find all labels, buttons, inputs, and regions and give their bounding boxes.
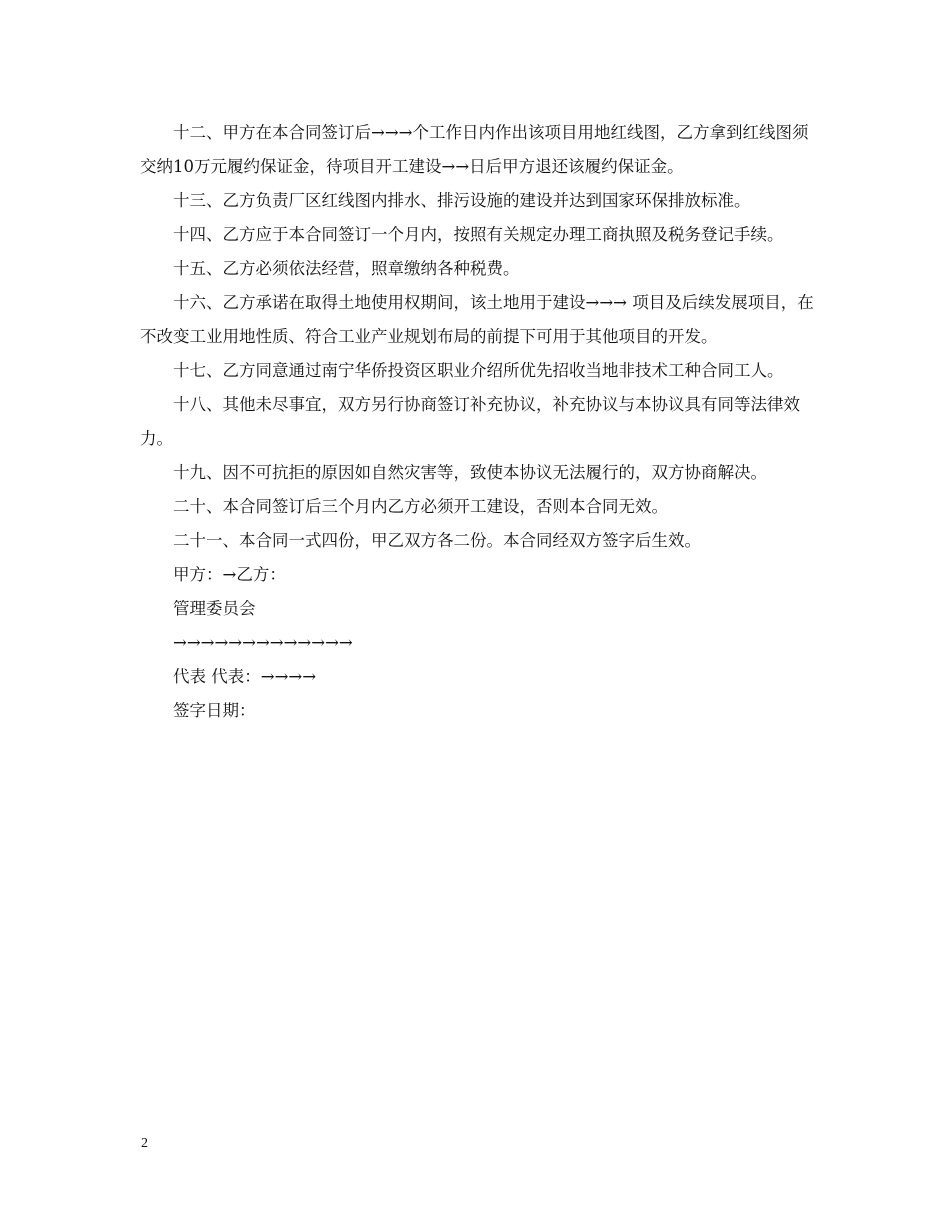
clause-14: 十四、乙方应于本合同签订一个月内，按照有关规定办理工商执照及税务登记手续。 — [173, 225, 784, 244]
clause-13: 十三、乙方负责厂区红线图内排水、排污设施的建设并达到国家环保排放标准。 — [173, 191, 751, 210]
clause-18: 十八、其他未尽事宜，双方另行协商签订补充协议，补充协议与本协议具有同等法律效力。 — [140, 395, 800, 448]
clause-12: 十二、甲方在本合同签订后→→→个工作日内作出该项目用地红线图，乙方拿到红线图须交纳10万元履约保证金，待项目开工建设→→日后甲方退还该履约保证金。 — [140, 123, 809, 176]
signature-arrows: →→→→→→→→→→→→→ — [173, 633, 353, 652]
clause-21: 二十一、本合同一式四份，甲乙双方各二份。本合同经双方签字后生效。 — [173, 531, 701, 550]
clause-17: 十七、乙方同意通过南宁华侨投资区职业介绍所优先招收当地非技术工种合同工人。 — [173, 361, 784, 380]
clause-19: 十九、因不可抗拒的原因如自然灾害等，致使本协议无法履行的，双方协商解决。 — [173, 463, 767, 482]
signature-committee: 管理委员会 — [173, 599, 256, 618]
signature-parties: 甲方：→乙方： — [173, 565, 286, 584]
signature-date: 签字日期： — [173, 701, 256, 720]
page-number: 2 — [141, 1136, 148, 1151]
document-body — [140, 116, 820, 728]
clause-20: 二十、本合同签订后三个月内乙方必须开工建设，否则本合同无效。 — [173, 497, 668, 516]
clause-15: 十五、乙方必须依法经营，照章缴纳各种税费。 — [173, 259, 520, 278]
clause-16: 十六、乙方承诺在取得土地使用权期间，该土地用于建设→→→ 项目及后续发展项目，在不改变工业用地性质、符合工业产业规划布局的前提下可用于其他项目的开发。 — [140, 293, 814, 346]
signature-representatives: 代表 代表：→→→→ — [173, 667, 317, 686]
